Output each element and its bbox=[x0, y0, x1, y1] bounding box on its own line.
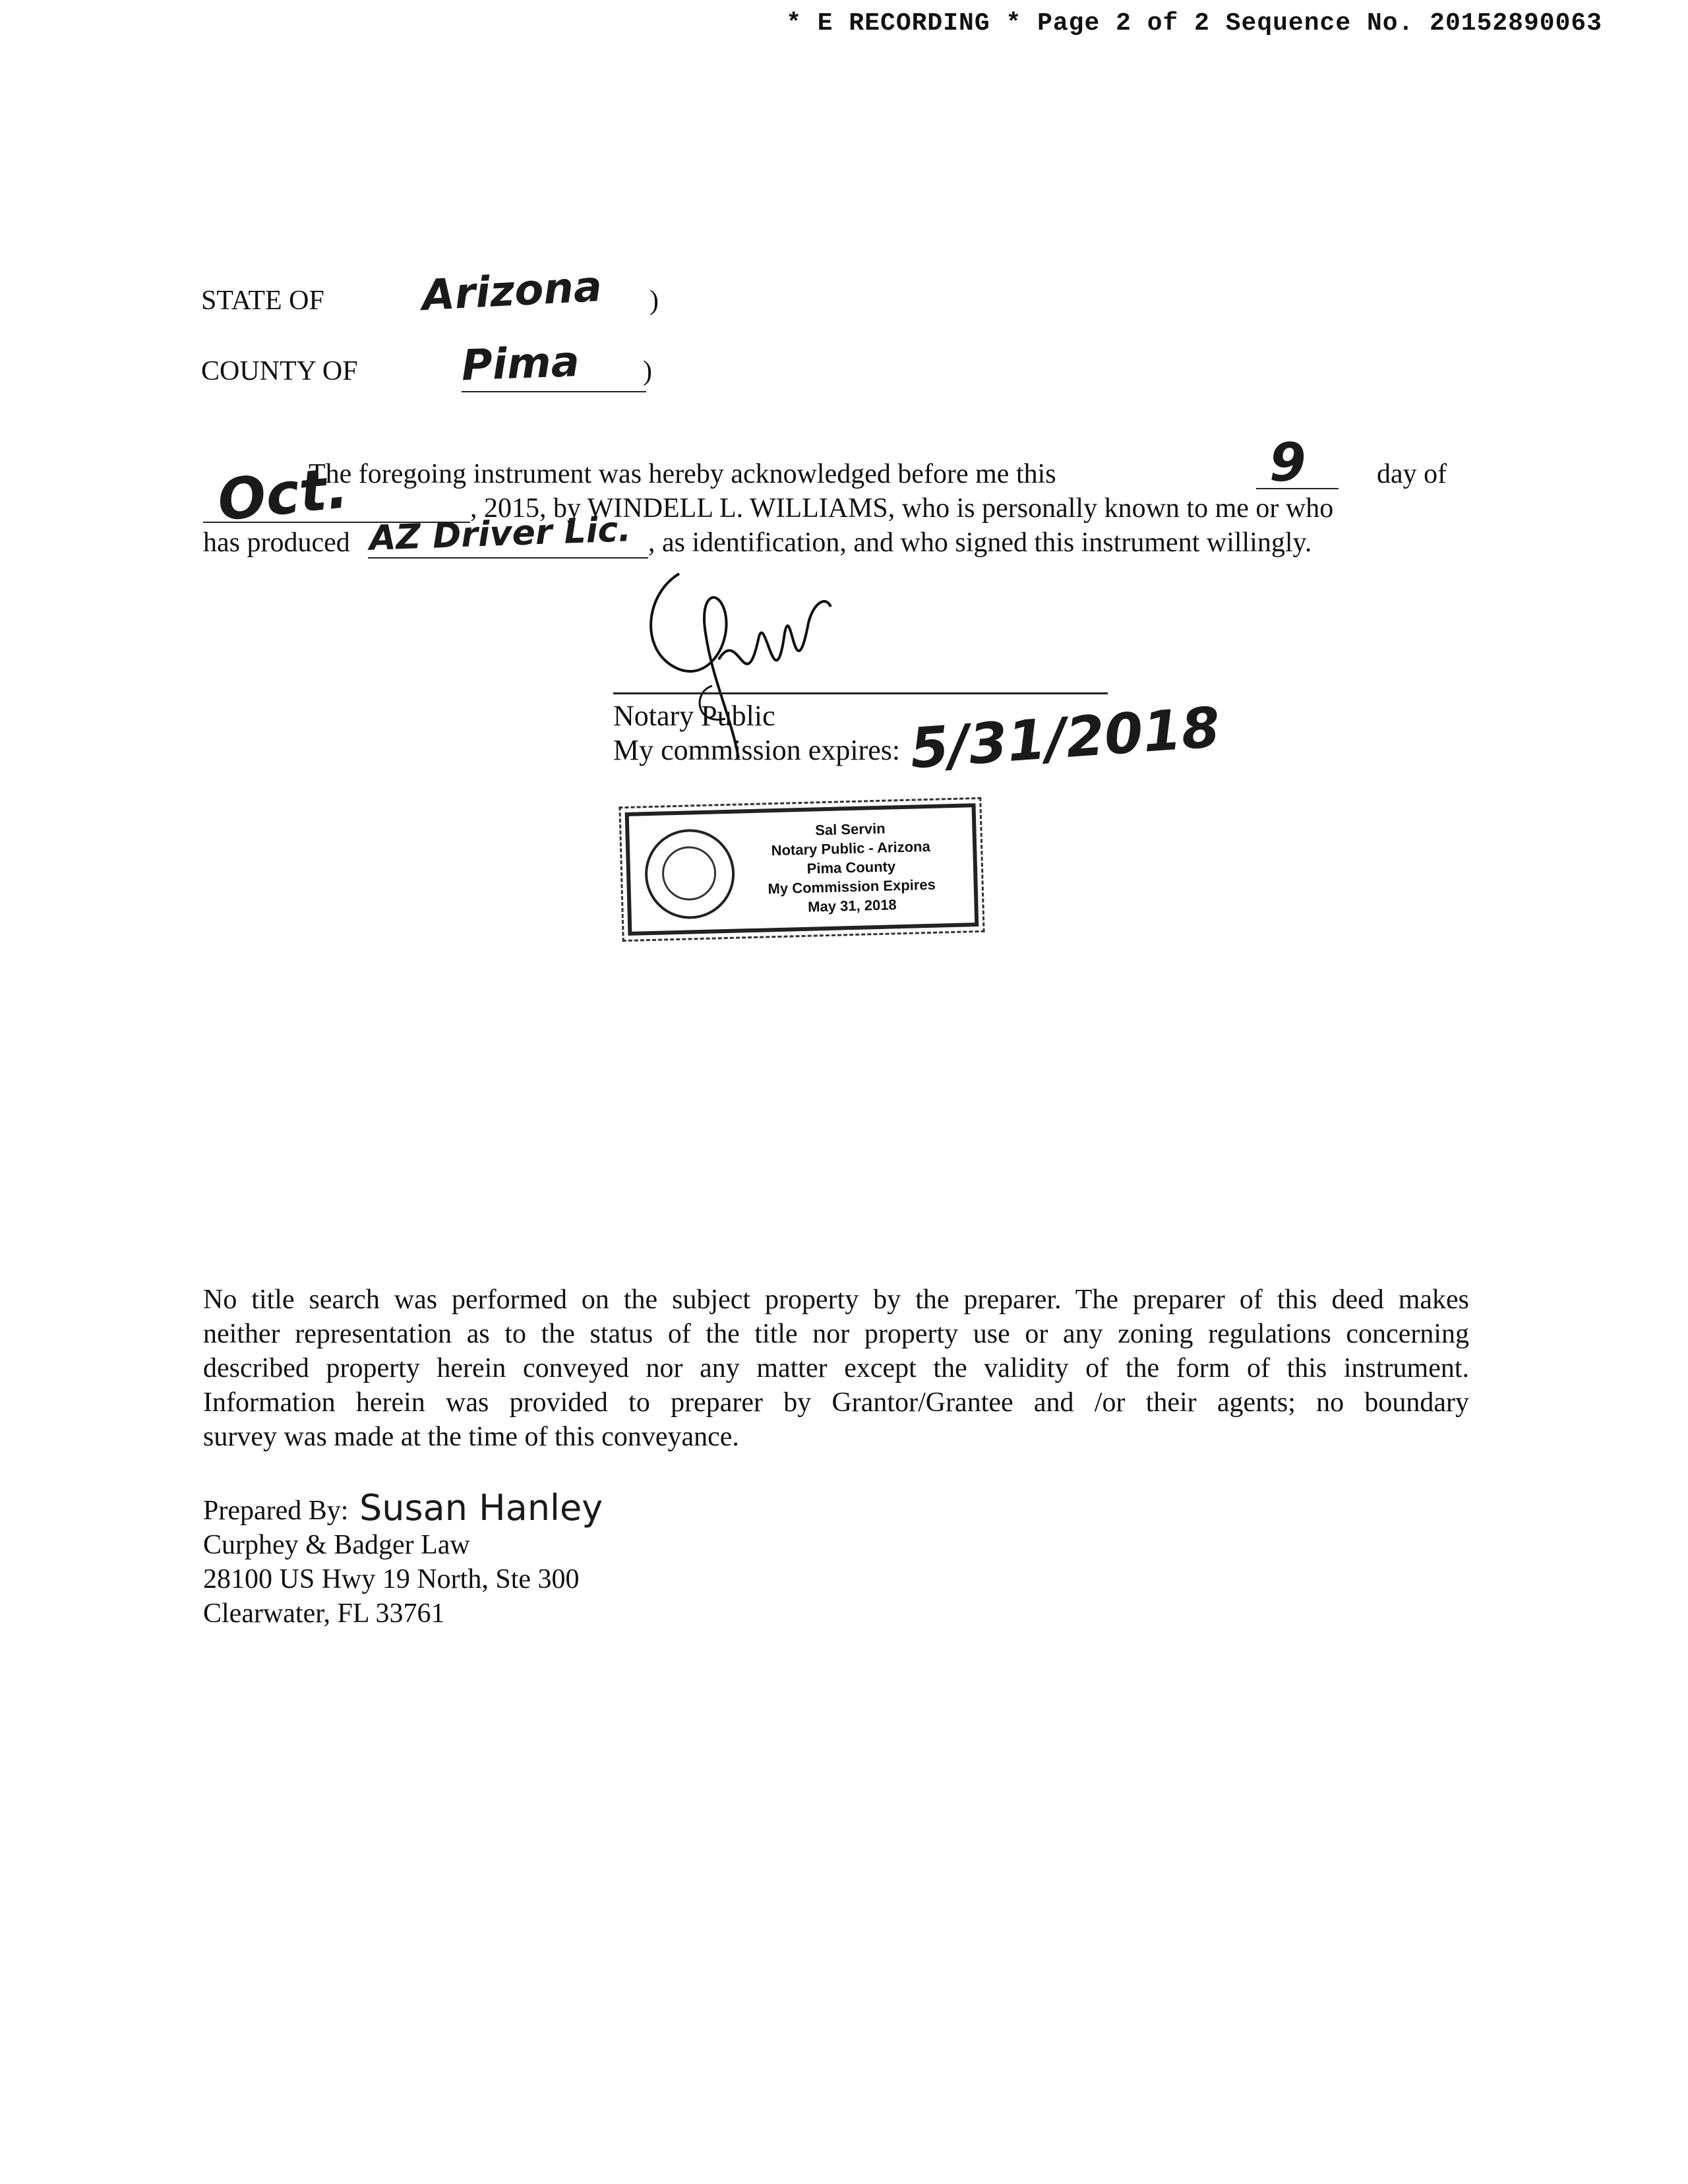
commission-label: My commission expires: bbox=[613, 734, 901, 766]
id-blank bbox=[368, 557, 648, 559]
ack-line1-suffix: day of bbox=[1377, 459, 1447, 489]
ack-line3-prefix: has produced bbox=[203, 528, 350, 558]
notary-stamp bbox=[625, 803, 979, 936]
disclaimer-line: No title search was performed on the subject property by the preparer. The preparer of this deed makes bbox=[203, 1285, 1469, 1315]
commission-value: 5/31/2018 bbox=[908, 694, 1222, 781]
day-value: 9 bbox=[1269, 432, 1306, 493]
stamp-line: Notary Public - Arizona bbox=[771, 837, 931, 859]
state-paren: ) bbox=[649, 286, 659, 316]
disclaimer-line: described property herein conveyed nor any matter except the validity of the form of this instrument. bbox=[203, 1353, 1469, 1383]
recording-header: * E RECORDING * Page 2 of 2 Sequence No. 20152890063 bbox=[786, 9, 1602, 38]
prepared-by-label: Prepared By: bbox=[203, 1496, 349, 1526]
state-value: Arizona bbox=[421, 262, 603, 321]
county-paren: ) bbox=[643, 356, 652, 386]
stamp-line: My Commission Expires bbox=[768, 876, 936, 897]
month-value: Oct. bbox=[214, 454, 351, 535]
county-value: Pima bbox=[460, 337, 580, 391]
state-label: STATE OF bbox=[201, 286, 324, 316]
notary-signature-line bbox=[613, 692, 1108, 694]
state-seal-icon bbox=[644, 828, 736, 921]
stamp-line: Sal Servin bbox=[814, 820, 886, 839]
stamp-text bbox=[741, 817, 961, 919]
preparer-firm: Curphey & Badger Law bbox=[203, 1530, 470, 1560]
preparer-address1: 28100 US Hwy 19 North, Ste 300 bbox=[203, 1564, 580, 1594]
preparer-address2: Clearwater, FL 33761 bbox=[203, 1598, 445, 1629]
disclaimer-line: survey was made at the time of this conveyance. bbox=[203, 1422, 739, 1452]
ack-line2: , 2015, by WINDELL L. WILLIAMS, who is personally known to me or who bbox=[470, 493, 1334, 524]
county-label: COUNTY OF bbox=[201, 356, 358, 386]
preparer-signature: Susan Hanley bbox=[359, 1487, 603, 1529]
ack-line3-suffix: , as identification, and who signed this instrument willingly. bbox=[648, 528, 1312, 558]
disclaimer-line: neither representation as to the status of the title nor property use or any zoning regulations concerning bbox=[203, 1319, 1469, 1349]
stamp-line: May 31, 2018 bbox=[807, 896, 897, 915]
stamp-line: Pima County bbox=[806, 858, 896, 877]
id-value: AZ Driver Lic. bbox=[369, 510, 632, 559]
disclaimer-line: Information herein was provided to preparer by Grantor/Grantee and /or their agents; no boundary bbox=[203, 1387, 1469, 1418]
county-underline bbox=[462, 391, 646, 392]
notary-title: Notary Public bbox=[613, 700, 775, 732]
ack-line1-prefix: The foregoing instrument was hereby acknowledged before me this bbox=[309, 459, 1056, 489]
